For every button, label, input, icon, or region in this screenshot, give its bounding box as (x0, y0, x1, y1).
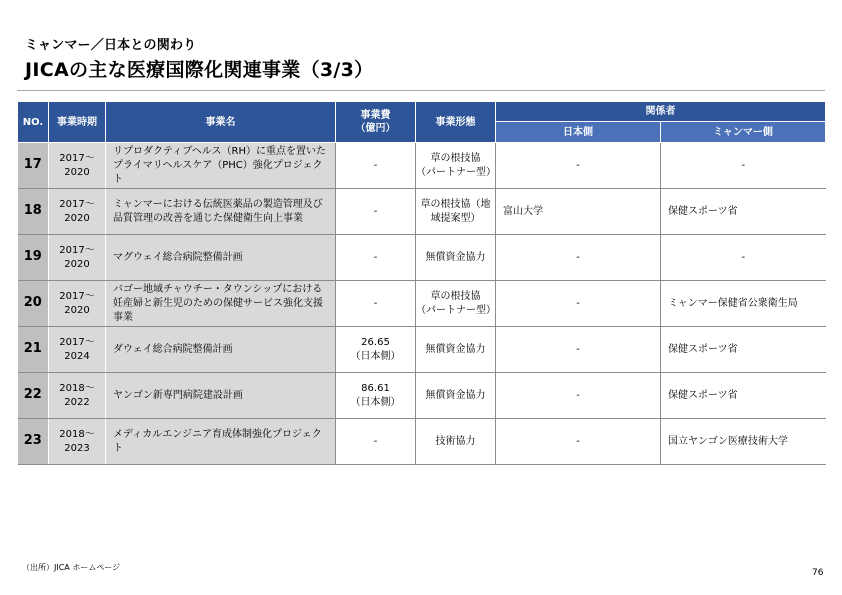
row-form: 無償資金協力 (416, 327, 496, 373)
row-period: 2017～ 2020 (49, 281, 106, 327)
row-japan: - (496, 281, 661, 327)
header-period: 事業時期 (49, 102, 106, 143)
row-japan: - (496, 143, 661, 189)
header-name: 事業名 (106, 102, 336, 143)
header-form: 事業形態 (416, 102, 496, 143)
row-form: 無償資金協力 (416, 373, 496, 419)
row-no: 22 (18, 373, 49, 419)
row-japan: - (496, 235, 661, 281)
table-row (18, 189, 826, 235)
row-name: ミャンマーにおける伝統医薬品の製造管理及び品質管理の改善を通じた保健衛生向上事業 (106, 189, 336, 235)
row-japan: 富山大学 (496, 189, 661, 235)
header-myanmar: ミャンマー側 (661, 122, 826, 143)
title-divider (17, 90, 825, 91)
row-no: 23 (18, 419, 49, 465)
row-japan: - (496, 327, 661, 373)
row-form: 技術協力 (416, 419, 496, 465)
row-period: 2017～ 2020 (49, 189, 106, 235)
row-form: 草の根技協 （パートナー型） (416, 143, 496, 189)
header-parties: 関係者 (496, 102, 826, 122)
row-name: リプロダクティブヘルス（RH）に重点を置いたプライマリヘルスケア（PHC）強化プロジェクト (106, 143, 336, 189)
header-no: NO. (18, 102, 49, 143)
header-cost-label: 事業費 （億円） (355, 110, 396, 134)
row-cost: - (336, 281, 416, 327)
projects-table (17, 101, 826, 465)
row-name: メディカルエンジニア育成体制強化プロジェクト (106, 419, 336, 465)
row-name: バゴー地域チャウチー・タウンシップにおける妊産婦と新生児のための保健サービス強化支援事業 (106, 281, 336, 327)
row-myanmar: 保健スポーツ省 (661, 373, 826, 419)
table-row (18, 281, 826, 327)
row-form: 草の根技協（地域提案型） (416, 189, 496, 235)
row-no: 18 (18, 189, 49, 235)
row-no: 19 (18, 235, 49, 281)
table-row (18, 143, 826, 189)
page-number: 76 (812, 568, 824, 578)
row-no: 17 (18, 143, 49, 189)
row-cost: - (336, 143, 416, 189)
row-no: 20 (18, 281, 49, 327)
table-row (18, 327, 826, 373)
row-myanmar: 保健スポーツ省 (661, 189, 826, 235)
row-period: 2017～ 2024 (49, 327, 106, 373)
section-subtitle: ミャンマー／日本との関わり (25, 38, 197, 53)
row-myanmar: 保健スポーツ省 (661, 327, 826, 373)
row-cost: 26.65 （日本側） (336, 327, 416, 373)
row-cost: - (336, 189, 416, 235)
row-form: 無償資金協力 (416, 235, 496, 281)
row-myanmar: ミャンマー保健省公衆衛生局 (661, 281, 826, 327)
row-cost: - (336, 235, 416, 281)
row-myanmar: - (661, 143, 826, 189)
header-japan: 日本側 (496, 122, 661, 143)
row-name: マグウェイ総合病院整備計画 (106, 235, 336, 281)
row-period: 2018～ 2023 (49, 419, 106, 465)
source-note: （出所）JICA ホームページ (22, 563, 121, 572)
row-name: ヤンゴン新専門病院建設計画 (106, 373, 336, 419)
table-row (18, 373, 826, 419)
row-japan: - (496, 373, 661, 419)
row-name: ダウェイ総合病院整備計画 (106, 327, 336, 373)
row-no: 21 (18, 327, 49, 373)
row-japan: - (496, 419, 661, 465)
row-myanmar: 国立ヤンゴン医療技術大学 (661, 419, 826, 465)
table-row (18, 235, 826, 281)
row-period: 2017～ 2020 (49, 235, 106, 281)
row-period: 2017～ 2020 (49, 143, 106, 189)
header-cost (336, 102, 416, 143)
row-cost: 86.61 （日本側） (336, 373, 416, 419)
row-myanmar: - (661, 235, 826, 281)
row-form: 草の根技協 （パートナー型） (416, 281, 496, 327)
row-period: 2018～ 2022 (49, 373, 106, 419)
row-cost: - (336, 419, 416, 465)
page-title: JICAの主な医療国際化関連事業（3/3） (25, 59, 374, 81)
table-row (18, 419, 826, 465)
